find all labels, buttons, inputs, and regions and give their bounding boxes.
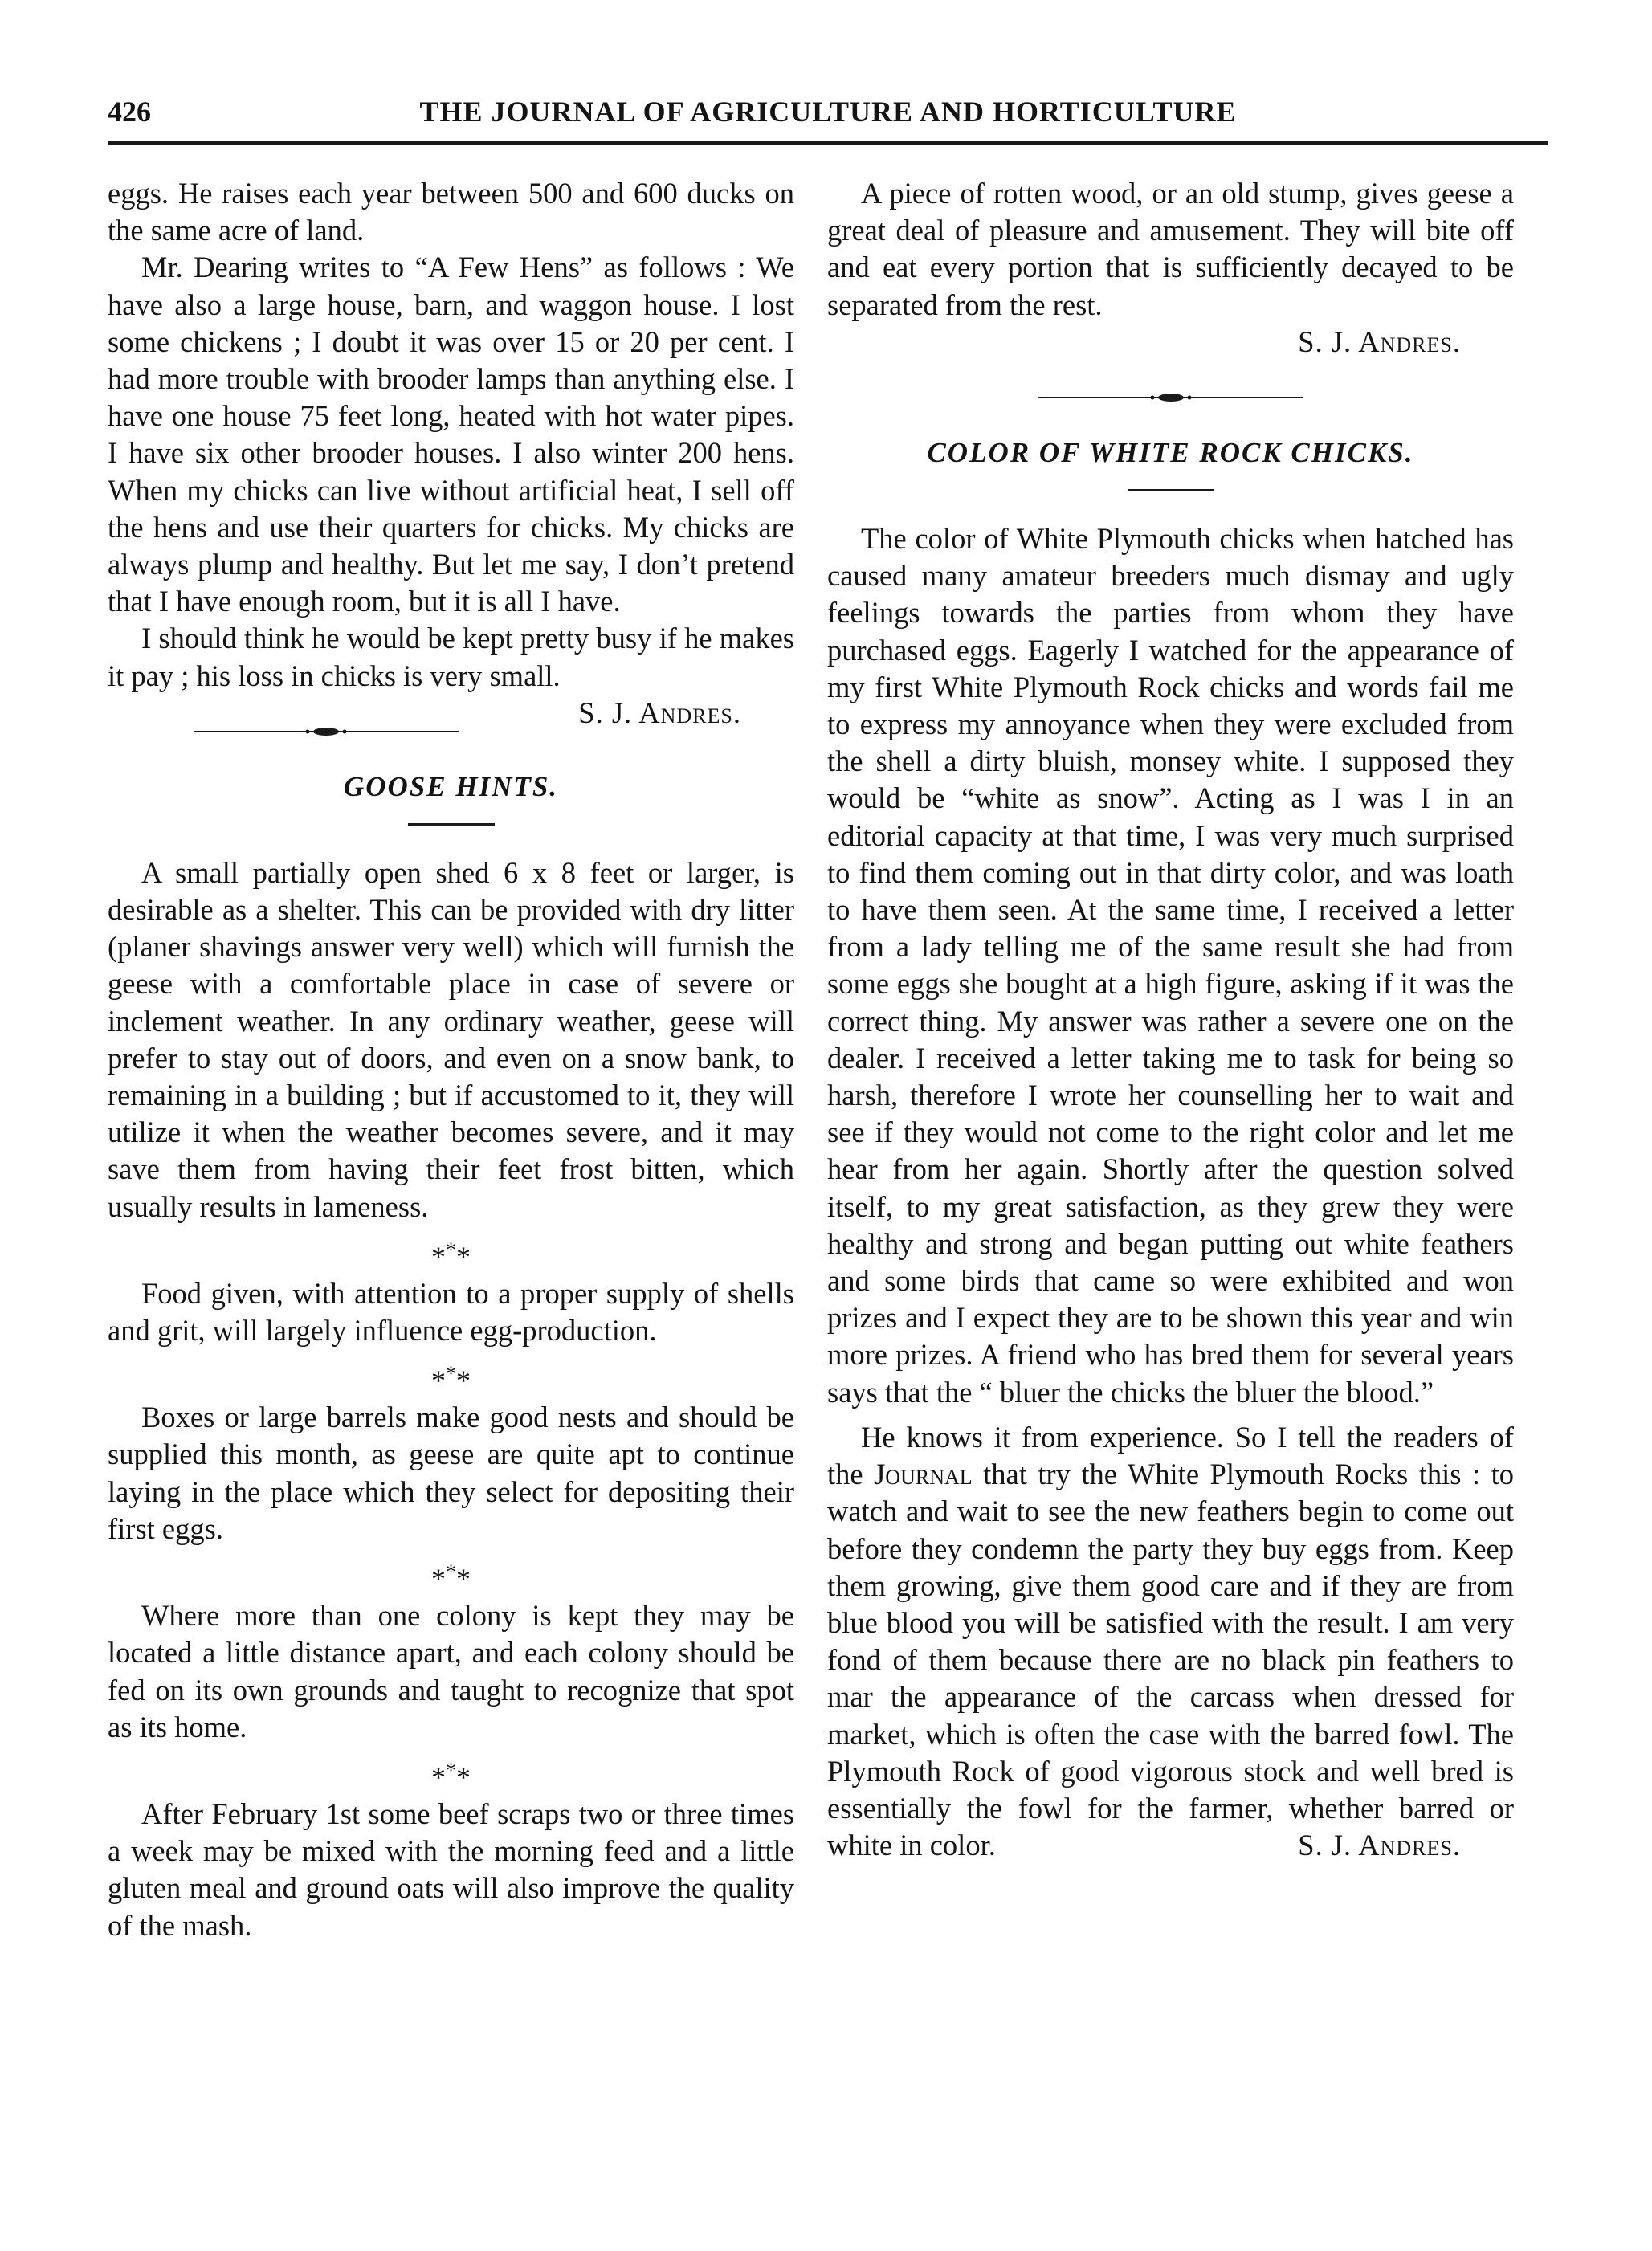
paragraph: A piece of rotten wood, or an old stump, gives geese a great deal of pleasure and amusement. They will bite off and eat every portion that is sufficiently decayed to be separated from the rest. bbox=[827, 177, 1514, 321]
paragraph: Food given, with attention to a proper supply of shells and grit, will largely influence egg-production. bbox=[108, 1276, 794, 1348]
ornament-divider bbox=[827, 361, 1514, 434]
asterism-icon: *** bbox=[431, 1560, 471, 1596]
paragraph: Where more than one colony is kept they may be located a little distance apart, and each colony should be fed on its own grounds and taught to recognize that spot as its home. bbox=[108, 1599, 794, 1743]
ornament-icon bbox=[1038, 392, 1303, 403]
paragraph: eggs. He raises each year between 500 and 600 ducks on the same acre of land. bbox=[108, 177, 794, 247]
paragraph bbox=[108, 620, 794, 729]
paragraph-text: I should think he would be kept pretty busy if he makes it pay ; his loss in chicks is very small. bbox=[108, 622, 794, 692]
paragraph-text: that try the White Plymouth Rocks this : to watch and wait to see the new feathers begin to come out before they condemn the party they buy eggs from. Keep them growing, give them good care and if they are from blue blood you will be satisfied with the result. I am very fond of them because there are no black pin feathers to mar the appearance of the carcass when dressed for market, which is often the case with the barred fowl. The Plymouth Rock of good vigorous stock and well bred is essentially the fowl for the farmer, whether barred or white in color. bbox=[827, 1458, 1514, 1862]
asterism-icon: *** bbox=[431, 1362, 471, 1397]
paragraph: Mr. Dearing writes to “A Few Hens” as follows : We have also a large house, barn, and waggon house. I lost some chickens ; I doubt it was over 15 or 20 per cent. I had more trouble with brooder lamps than anything else. I have one house 75 feet long, heated with hot water pipes. I have six other brooder houses. I also winter 200 hens. When my chicks can live without artificial heat, I sell off the hens and use their quarters for chicks. My chicks are always plump and healthy. But let me say, I don’t pretend that I have enough room, but it is all I have. bbox=[108, 251, 794, 618]
author-signature: S. J. Andres. bbox=[578, 695, 741, 729]
title-rule bbox=[1128, 489, 1214, 491]
asterism-icon: *** bbox=[431, 1238, 471, 1273]
header-rule bbox=[108, 141, 1548, 145]
right-column bbox=[827, 175, 1514, 1864]
section-title-goose-hints: GOOSE HINTS. bbox=[343, 770, 559, 802]
paragraph-text: He knows it from experience. So I tell the readers of the bbox=[827, 1420, 1514, 1491]
paragraph: After February 1st some beef scraps two or three times a week may be mixed with the morning feed and a little gluten meal and ground oats will also improve the quality of the mash. bbox=[108, 1796, 794, 1942]
author-signature: S. J. Andres. bbox=[1298, 1829, 1461, 1862]
paragraph bbox=[827, 1419, 1514, 1864]
running-title: THE JOURNAL OF AGRICULTURE AND HORTICULTURE bbox=[419, 96, 1237, 128]
paragraph: A small partially open shed 6 x 8 feet or larger, is desirable as a shelter. This can be provided with dry litter (planer shavings answer very well) which will furnish the geese with a comfortable place in case of severe or inclement weather. In any ordinary weather, geese will prefer to stay out of doors, and even on a snow bank, to remaining in a building ; but if accustomed to it, they will utilize it when the weather becomes severe, and it may save them from having their feet frost bitten, which usually results in lameness. bbox=[108, 855, 794, 1223]
author-signature: S. J. Andres. bbox=[1298, 324, 1461, 358]
page-number: 426 bbox=[108, 96, 151, 128]
ornament-icon bbox=[194, 726, 459, 737]
section-title-color-white-rock: COLOR OF WHITE ROCK CHICKS. bbox=[927, 437, 1414, 469]
paragraph: Boxes or large barrels make good nests and should be supplied this month, as geese are quite apt to continue laying in the place which they select for depositing their first eggs. bbox=[108, 1401, 794, 1545]
asterism-icon: *** bbox=[431, 1758, 471, 1793]
title-rule bbox=[408, 823, 495, 826]
paragraph: The color of White Plymouth chicks when hatched has caused many amateur breeders much dismay and ugly feelings towards the parties from whom they have purchased eggs. Eagerly I watched for the appearance of my first White Plymouth Rock chicks and words fail me to express my annoyance when they were excluded from the shell a dirty bluish, monsey white. I supposed they would be “white as snow”. Acting as I was I in an editorial capacity at that time, I was very much surprised to find them coming out in that dirty color, and was loath to have them seen. At the same time, I received a letter from a lady telling me of the same result she had from some eggs she bought at a high figure, asking if it was the correct thing. My answer was rather a severe one on the dealer. I received a letter taking me to task for being so harsh, therefore I wrote her counselling her to wait and see if they would not come to the right color and let me hear from her again. Shortly after the question solved itself, to my great satisfaction, as they grew they were healthy and strong and began putting out white feathers and some birds that came so were exhibited and won prizes and I expect they are to be shown this year and win more prizes. A friend who has bred them for several years says that the “ bluer the chicks the bluer the blood.” bbox=[827, 522, 1514, 1409]
journal-word: Journal bbox=[874, 1458, 973, 1491]
ornament-divider bbox=[108, 695, 545, 769]
left-column bbox=[108, 175, 794, 1944]
page-header bbox=[108, 95, 1548, 137]
